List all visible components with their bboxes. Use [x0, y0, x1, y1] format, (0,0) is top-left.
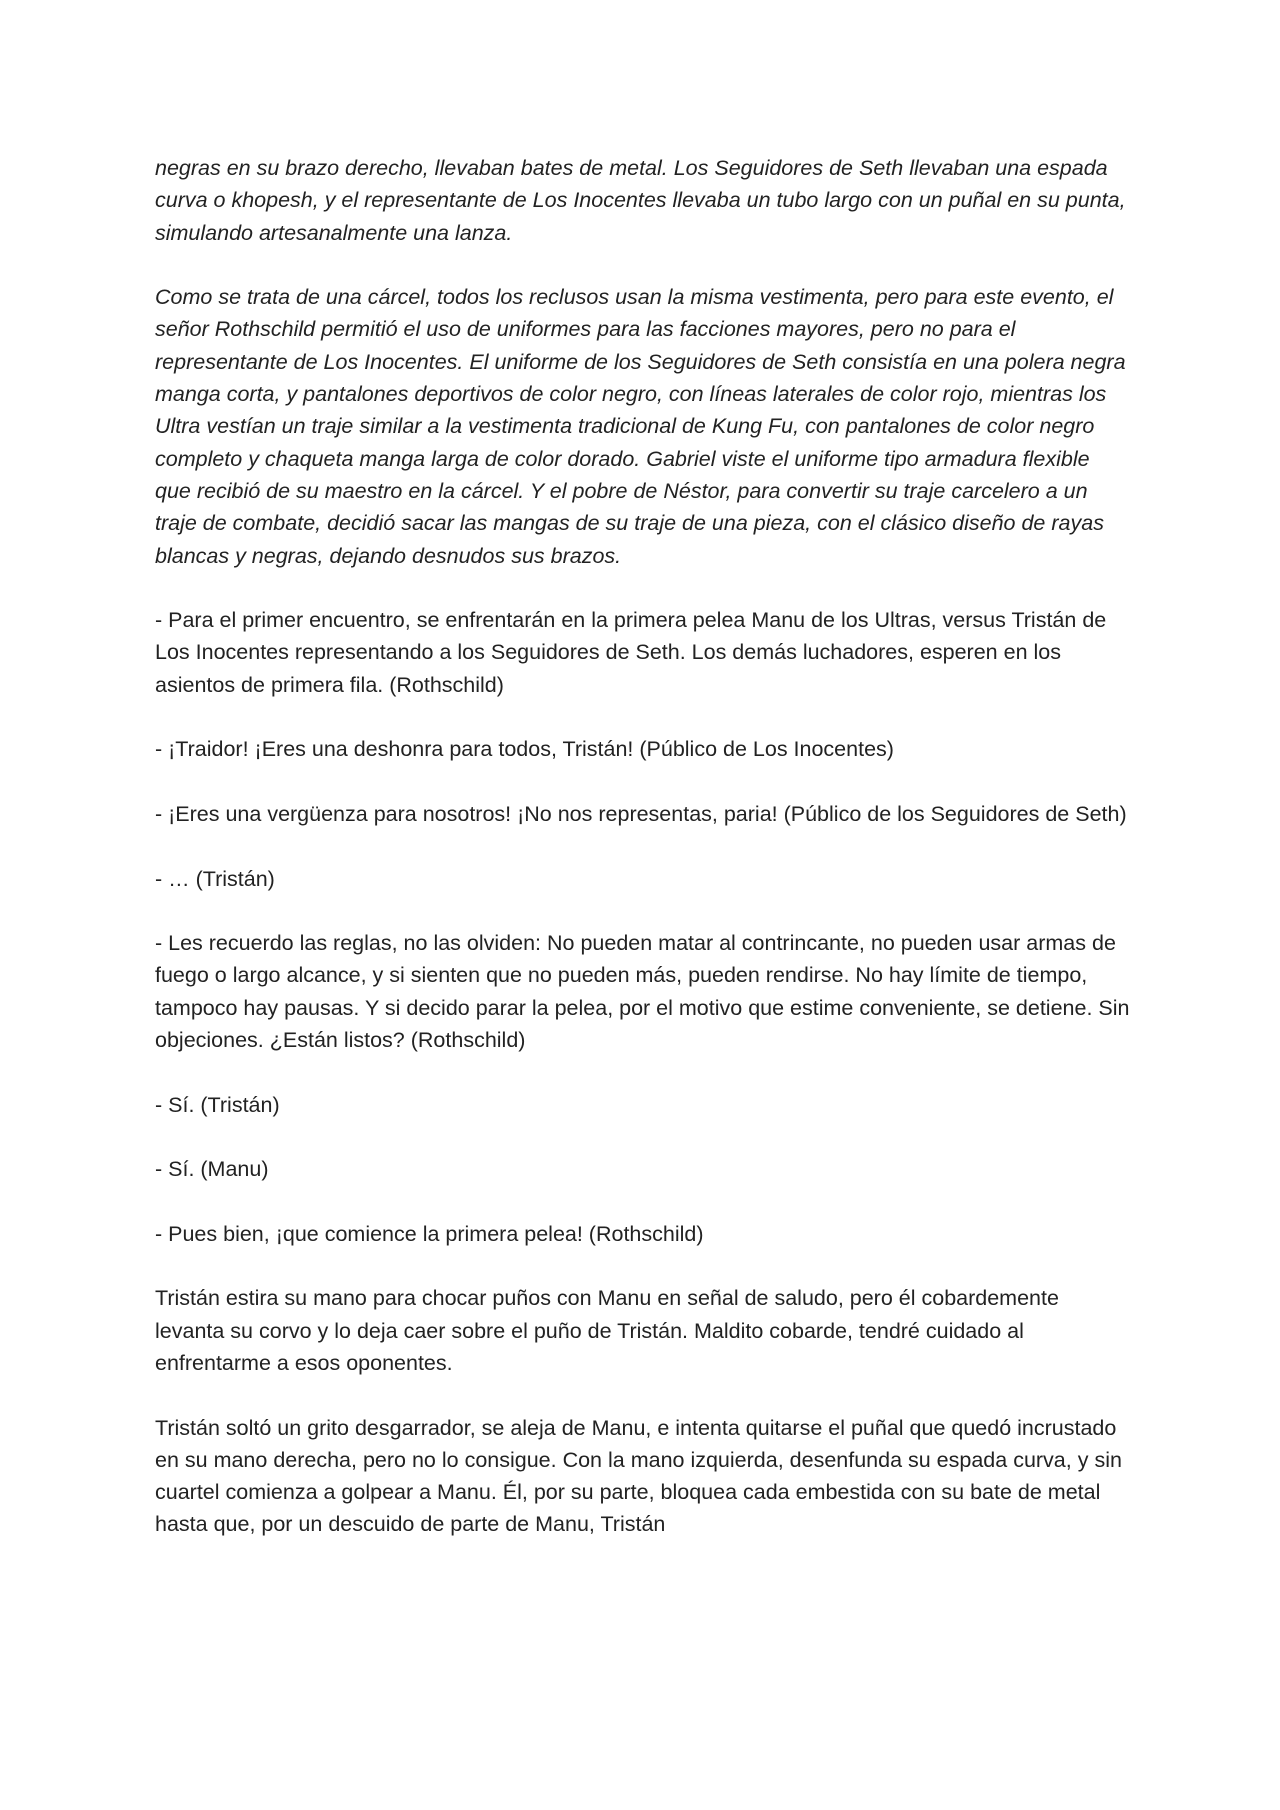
- document-body: [155, 152, 1130, 1573]
- paragraph-2: Como se trata de una cárcel, todos los reclusos usan la misma vestimenta, pero para este evento, el señor Rothschild permitió el uso de uniformes para las facciones mayores, pero no para el representante de Los Inocentes. El uniforme de los Seguidores de Seth consistía en una polera negra manga corta, y pantalones deportivos de color negro, con líneas laterales de color rojo, mientras los Ultra vestían un traje similar a la vestimenta tradicional de Kung Fu, con pantalones de color negro completo y chaqueta manga larga de color dorado. Gabriel viste el uniforme tipo armadura flexible que recibió de su maestro en la cárcel. Y el pobre de Néstor, para convertir su traje carcelero a un traje de combate, decidió sacar las mangas de su traje de una pieza, con el clásico diseño de rayas blancas y negras, dejando desnudos sus brazos.: [155, 285, 1126, 568]
- paragraph-10: - Pues bien, ¡que comience la primera pelea! (Rothschild): [155, 1221, 704, 1246]
- paragraph-1: negras en su brazo derecho, llevaban bates de metal. Los Seguidores de Seth llevaban una espada curva o khopesh, y el representante de Los Inocentes llevaba un tubo largo con un puñal en su punta, simulando artesanalmente una lanza.: [155, 156, 1126, 245]
- paragraph-6: - … (Tristán): [155, 866, 275, 891]
- paragraph-7: - Les recuerdo las reglas, no las olviden: No pueden matar al contrincante, no pueden usar armas de fuego o largo alcance, y si sienten que no pueden más, pueden rendirse. No hay límite de tiempo, tampoco hay pausas. Y si decido parar la pelea, por el motivo que estime conveniente, se detiene. Sin objeciones. ¿Están listos? (Rothschild): [155, 931, 1130, 1053]
- paragraph-12: Tristán soltó un grito desgarrador, se aleja de Manu, e intenta quitarse el puñal que quedó incrustado en su mano derecha, pero no lo consigue. Con la mano izquierda, desenfunda su espada curva, y sin cuartel comienza a golpear a Manu. Él, por su parte, bloquea cada embestida con su bate de metal hasta que, por un descuido de parte de Manu, Tristán: [155, 1415, 1122, 1537]
- paragraph-4: - ¡Traidor! ¡Eres una deshonra para todos, Tristán! (Público de Los Inocentes): [155, 737, 894, 762]
- paragraph-3: - Para el primer encuentro, se enfrentarán en la primera pelea Manu de los Ultras, versus Tristán de Los Inocentes representando a los Seguidores de Seth. Los demás luchadores, esperen en los asientos de primera fila. (Rothschild): [155, 608, 1107, 697]
- paragraph-8: - Sí. (Tristán): [155, 1092, 280, 1117]
- paragraph-5: - ¡Eres una vergüenza para nosotros! ¡No nos representas, paria! (Público de los Seguidores de Seth): [155, 801, 1127, 826]
- paragraph-11: Tristán estira su mano para chocar puños con Manu en señal de saludo, pero él cobardemente levanta su corvo y lo deja caer sobre el puño de Tristán. Maldito cobarde, tendré cuidado al enfrentarme a esos oponentes.: [155, 1286, 1059, 1375]
- paragraph-9: - Sí. (Manu): [155, 1157, 269, 1182]
